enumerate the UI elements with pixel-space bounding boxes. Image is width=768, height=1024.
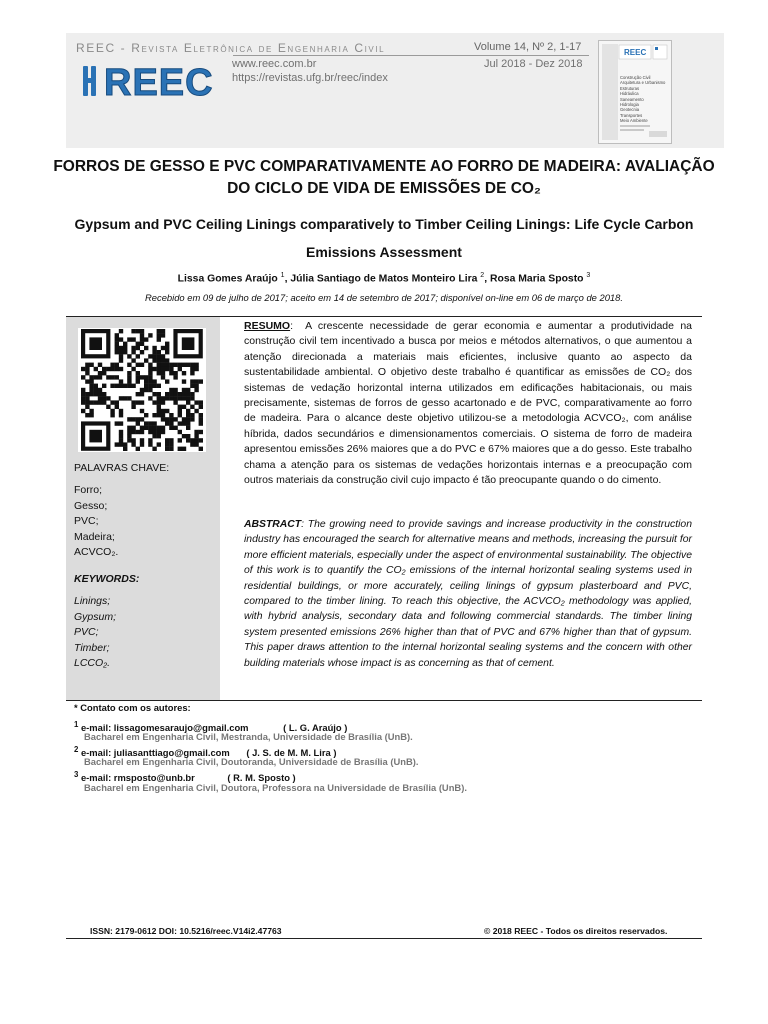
article-title-portuguese: FORROS DE GESSO E PVC COMPARATIVAMENTE AO FORRO DE MADEIRA: AVALIAÇÃO DO CICLO DE VIDA DE EMISSÕES DE CO₂ — [53, 158, 715, 197]
article-title-english: Gypsum and PVC Ceiling Linings comparatively to Timber Ceiling Linings: Life Cycle Carbon Emissions Assessment — [74, 216, 694, 260]
author-contacts: * Contato com os autores: $^1$ e-mail: lissagomesaraujo@gmail.com ( L. G. Araújo ) Bacharel em Engenharia Civil, Mestranda, Universidade de Brasília (UnB). $^2$ e-mail: juliasanttiago@gmail.com ( J. S. de M. M. Lira ) Bacharel em Engenharia Civil, Doutoranda, Universidade de Brasília (UnB). $^3$ e-mail: rmsposto@unb.br ( R. M. Sposto ) Bacharel em Engenharia Civil, Doutora, Professora na Universidade de Brasília (UnB). — [74, 702, 467, 793]
keyword-item: Gypsum; — [74, 610, 117, 623]
header-divider — [233, 55, 589, 56]
received-dates: Recebido em 09 de julho de 2017; aceito em 14 de setembro de 2017; disponível on-line em 06 de março de 2018. — [145, 292, 623, 303]
keyword-item: Gesso; — [74, 499, 108, 512]
journal-volume: Volume 14, Nº 2, 1-17 — [474, 41, 582, 53]
author-affiliation: Bacharel em Engenharia Civil, Doutoranda, Universidade de Brasília (UnB). — [84, 756, 419, 768]
keyword-item: PVC; — [74, 515, 99, 527]
resumo-text: A crescente necessidade de gerar economia e aumentar a produtividade na construção civil tem incentivado a busca por meios e métodos alternativos, o que aumentou a atenção direcionada a materiais mais eficientes, inclusive quanto ao aspecto da sustentabilidade ambiental. O objetivo deste trabalho é quantificar as emissões de CO₂ dos sistemas de vedação horizontal interna utilizados em edificações habitacionais, ou mais precisamente, sistemas de forros de gesso acartonado e de PVC, comparativamente ao forro de madeira. Para o alcance deste objetivo utilizou-se a metodologia ACVCO₂, com análise híbrida, dados secundários e dimensionamentos comerciais. O sistema de forro de madeira apresentou emissões 26% maiores que a do PVC e 67% maiores que a do gesso. Este trabalho chama a atenção para os sistemas de vedações horizontais internas e a preocupação com outros materiais da construção civil cujo impacto é tão preocupante quando o do cimento. — [244, 320, 692, 487]
author-mark: 2 — [480, 272, 485, 279]
qr-code[interactable] — [78, 328, 206, 452]
keyword-item: Forro; — [74, 484, 103, 496]
journal-index-url[interactable]: https://revistas.ufg.br/reec/index — [232, 72, 388, 84]
author-mark: 1 — [280, 272, 285, 279]
author-name: Júlia Santiago de Matos Monteiro Lira — [290, 273, 478, 285]
svg-text:REEC: REEC — [104, 62, 214, 102]
resumo-label: RESUMO — [244, 320, 291, 332]
keyword-item: Timber; — [74, 641, 110, 654]
footer-rule — [66, 938, 702, 939]
journal-cover-thumbnail — [598, 40, 672, 144]
keywords-list — [74, 594, 116, 672]
author-affiliation: Bacharel em Engenharia Civil, Mestranda, Universidade de Brasília (UnB). — [84, 731, 413, 743]
keyword-item: PVC; — [74, 626, 99, 638]
cover-topics: Construção Civil Arquitetura e Urbanismo Estruturas Hidráulica Saneamento Hidrologia Geotecnia Transportes Meio Ambiente — [620, 75, 666, 124]
issue-dates: Jul 2018 - Dez 2018 — [484, 58, 583, 70]
abstract-paragraph: ABSTRACT: The growing need to provide savings and increase productivity in the construction industry has encouraged the search for alternative means and methods, increasing the pursuit for more efficient materials, especially under the aspect of environmental sustainability. The objective of this work is to quantify the CO₂ emissions of the internal horizontal sealing systems used in residential buildings, or more accurately, ceiling linings of gypsum plasterboard and PVC, compared to the timber lining. To reach this objective, the ACVCO₂ methodology was applied, with hybrid analysis, secondary data and following commercial standards. The timber lining system presented emissions 26% higher than that of PVC and 67% higher than that of gypsum. This paper draws attention to the internal horizontal sealing systems and the concern with other building materials whose impact is as concerning as that of cement. — [244, 519, 692, 669]
author-list: Lissa Gomes Araújo $^1$, Júlia Santiago de Matos Monteiro Lira $^2$, Rosa Maria Sposto $^3$ — [177, 272, 591, 285]
keyword-item: LCCO₂. — [74, 657, 111, 669]
journal-name: REEC - Revista Eletrônica de Engenharia Civil — [76, 41, 386, 55]
journal-url[interactable]: www.reec.com.br — [232, 58, 317, 70]
svg-text:REEC: REEC — [624, 48, 647, 57]
author-mark: 3 — [586, 272, 591, 279]
keywords-heading: KEYWORDS: — [74, 573, 140, 585]
author-name: Lissa Gomes Araújo — [177, 273, 278, 285]
copyright: © 2018 REEC - Todos os direitos reservados. — [484, 926, 668, 936]
resumo-paragraph: RESUMO: A crescente necessidade de gerar economia e aumentar a produtividade na construção civil tem incentivado a busca por meios e métodos alternativos, o que aumentou a atenção direcionada a materiais mais eficientes, inclusive quanto ao aspecto da sustentabilidade ambiental. O objetivo deste trabalho é quantificar as emissões de CO₂ dos sistemas de vedação horizontal interna utilizados em edificações habitacionais, ou mais precisamente, sistemas de forros de gesso acartonado e de PVC, comparativamente ao forro de madeira. Para o alcance deste objetivo utilizou-se a metodologia ACVCO₂, com análise híbrida, dados secundários e dimensionamentos comerciais. O sistema de forro de madeira apresentou emissões 26% maiores que a do PVC e 67% maiores que a do gesso. Este trabalho chama a atenção para os sistemas de vedações horizontais internas e a preocupação com outros materiais da construção civil cujo impacto é tão preocupante quando o do cimento. — [244, 320, 692, 487]
keyword-item: Madeira; — [74, 530, 115, 543]
author-email[interactable]: e-mail: rmsposto@unb.br — [80, 772, 195, 784]
keyword-item: Linings; — [74, 595, 111, 607]
contact-heading: * Contato com os autores: — [74, 702, 191, 713]
author-name: Rosa Maria Sposto — [489, 273, 584, 285]
author-affiliation: Bacharel em Engenharia Civil, Doutora, Professora na Universidade de Brasília (UnB). — [84, 781, 467, 793]
keyword-item: ACVCO₂. — [74, 546, 119, 558]
author-email[interactable]: e-mail: lissagomesaraujo@gmail.com — [80, 721, 249, 733]
abstract-bottom-rule — [66, 700, 702, 701]
author-email[interactable]: e-mail: juliasanttiago@gmail.com — [80, 746, 230, 758]
palavras-chave-list — [74, 483, 118, 561]
issn-doi: ISSN: 2179-0612 DOI: 10.5216/reec.V14i2.47763 — [90, 926, 282, 936]
abstract-label: ABSTRACT — [244, 519, 302, 530]
reec-logo — [82, 60, 220, 102]
palavras-chave-heading: PALAVRAS CHAVE: — [74, 462, 170, 474]
abstract-text: The growing need to provide savings and increase productivity in the construction industry has encouraged the search for alternative means and methods, increasing the pursuit for more efficient materials, especially under the aspect of environmental sustainability. The objective of this work is to quantify the CO₂ emissions of the internal horizontal sealing systems used in residential buildings, or more accurately, ceiling linings of gypsum plasterboard and PVC, compared to the timber lining. To reach this objective, the ACVCO₂ methodology was applied, with hybrid analysis, secondary data and following commercial standards. The timber lining system presented emissions 26% higher than that of PVC and 67% higher than that of gypsum. This paper draws attention to the internal horizontal sealing systems and the concern with other building materials whose impact is as concerning as that of cement. — [244, 519, 692, 669]
